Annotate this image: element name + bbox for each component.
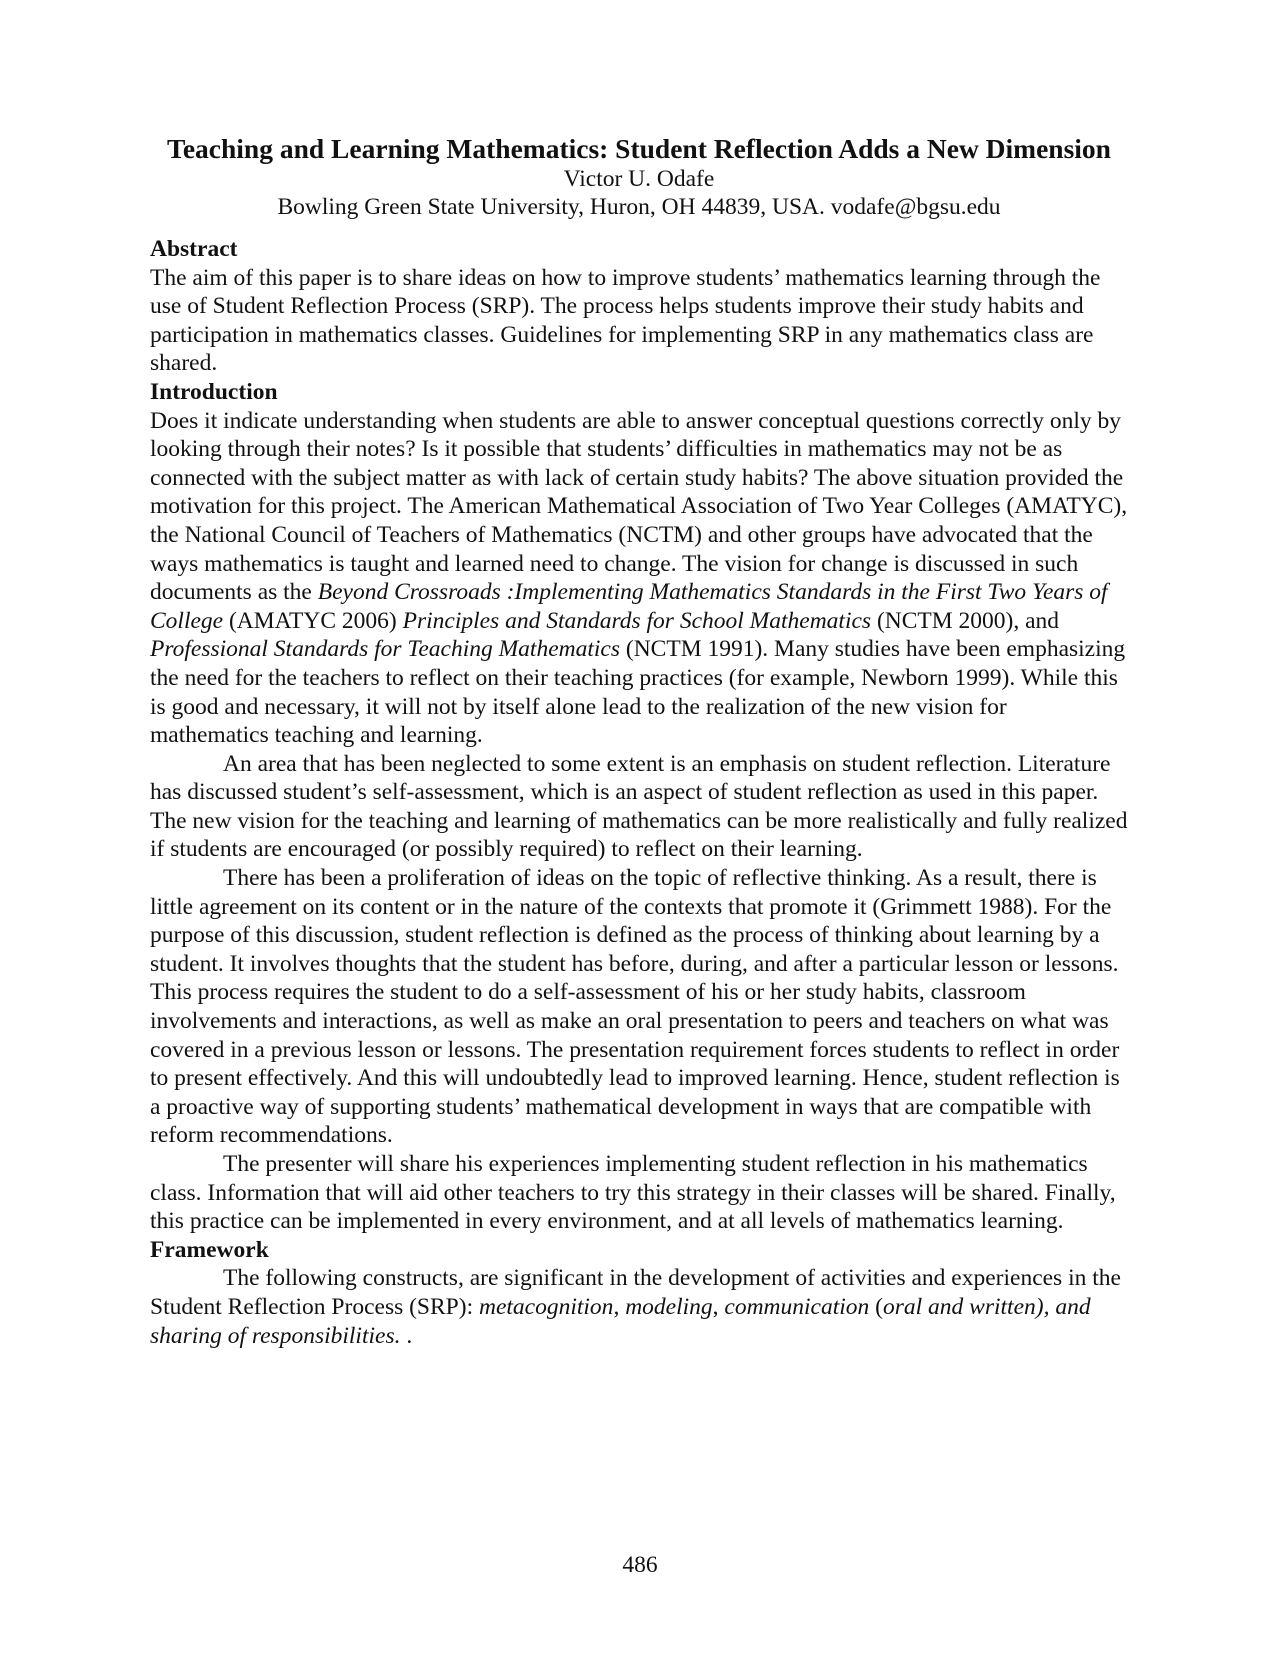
intro-p1-text-2: (AMATYC 2006) xyxy=(223,607,403,634)
page-number: 486 xyxy=(622,1552,658,1578)
framework-term-communication: communication xyxy=(724,1293,870,1320)
intro-p1-text-4: (NCTM 1991). Many studies have been emphasizing the need for the teachers to reflect on their teaching practices (for example, Newborn 1999). While this is good and necessary, it will not by itself alone lead to the realization of the new vision for mathematics teaching and learning. xyxy=(150,636,1126,749)
intro-paragraph-1 xyxy=(150,407,1128,750)
intro-p1-citation-title-3: Professional Standards for Teaching Mathematics xyxy=(150,636,620,663)
intro-p1-text-1: Does it indicate understanding when students are able to answer conceptual questions correctly only by looking through their notes? Is it possible that students’ difficulties in mathematics may not be as connected with the subject matter as with lack of certain study habits? The above situation provided the motivation for this project. The American Mathematical Association of Two Year Colleges (AMATYC), the National Council of Teachers of Mathematics (NCTM) and other groups have advocated that the ways mathematics is taught and learned need to change. The vision for change is discussed in such documents as the xyxy=(150,407,1128,606)
introduction-heading: Introduction xyxy=(150,378,278,405)
framework-tail: . xyxy=(400,1322,413,1349)
abstract-text: The aim of this paper is to share ideas on how to improve students’ mathematics learning through the use of Student Reflection Process (SRP). The process helps students improve their study habits and participation in mathematics classes. Guidelines for implementing SRP in any mathematics class are shared. xyxy=(150,264,1101,377)
framework-separator-2: , xyxy=(712,1293,725,1320)
author-name: Victor U. Odafe xyxy=(563,166,715,192)
intro-paragraph-2: An area that has been neglected to some extent is an emphasis on student reflection. Literature has discussed student’s self-assessment, which is an aspect of student reflection as used in this paper. The new vision for the teaching and learning of mathematics can be more realistically and fully realized if students are encouraged (or possibly required) to reflect on their learning. xyxy=(150,750,1128,863)
framework-paragraph-1 xyxy=(150,1264,1128,1350)
framework-term-modeling: modeling xyxy=(625,1293,713,1320)
intro-p1-text-3: (NCTM 2000), and xyxy=(871,607,1060,634)
framework-heading: Framework xyxy=(150,1236,269,1263)
framework-text-1: The following constructs, are significant in the development of activities and experiences in the Student Reflection Process (SRP): xyxy=(150,1265,1121,1320)
abstract-heading: Abstract xyxy=(150,236,238,262)
framework-term-oral-written-sharing: oral and written), and sharing of responsibilities. xyxy=(150,1293,1091,1349)
framework-separator-3: ( xyxy=(869,1293,883,1320)
intro-p1-citation-title-2: Principles and Standards for School Mathematics xyxy=(402,607,872,634)
intro-p1-citation-title-1: Beyond Crossroads :Implementing Mathematics Standards in the First Two Years of College xyxy=(150,579,1108,634)
intro-paragraph-4: The presenter will share his experiences implementing student reflection in his mathematics class. Information that will aid other teachers to try this strategy in their classes will be shared. Finally, this practice can be implemented in every environment, and at all levels of mathematics learning. xyxy=(150,1151,1116,1235)
framework-term-metacognition: metacognition xyxy=(478,1293,614,1320)
framework-separator-1: , xyxy=(613,1293,626,1320)
paper-title: Teaching and Learning Mathematics: Student Reflection Adds a New Dimension xyxy=(167,133,1111,164)
author-affiliation: Bowling Green State University, Huron, OH 44839, USA. vodafe@bgsu.edu xyxy=(277,194,1001,220)
paper-page xyxy=(150,132,1128,1350)
intro-paragraph-3: There has been a proliferation of ideas on the topic of reflective thinking. As a result, there is little agreement on its content or in the nature of the contexts that promote it (Grimmett 1988). For the purpose of this discussion, student reflection is defined as the process of thinking about learning by a student. It involves thoughts that the student has before, during, and after a particular lesson or lessons. This process requires the student to do a self-assessment of his or her study habits, classroom involvements and interactions, as well as make an oral presentation to peers and teachers on what was covered in a previous lesson or lessons. The presentation requirement forces students to reflect in order to present effectively. And this will undoubtedly lead to improved learning. Hence, student reflection is a proactive way of supporting students’ mathematical development in ways that are compatible with reform recommendations. xyxy=(150,865,1120,1149)
